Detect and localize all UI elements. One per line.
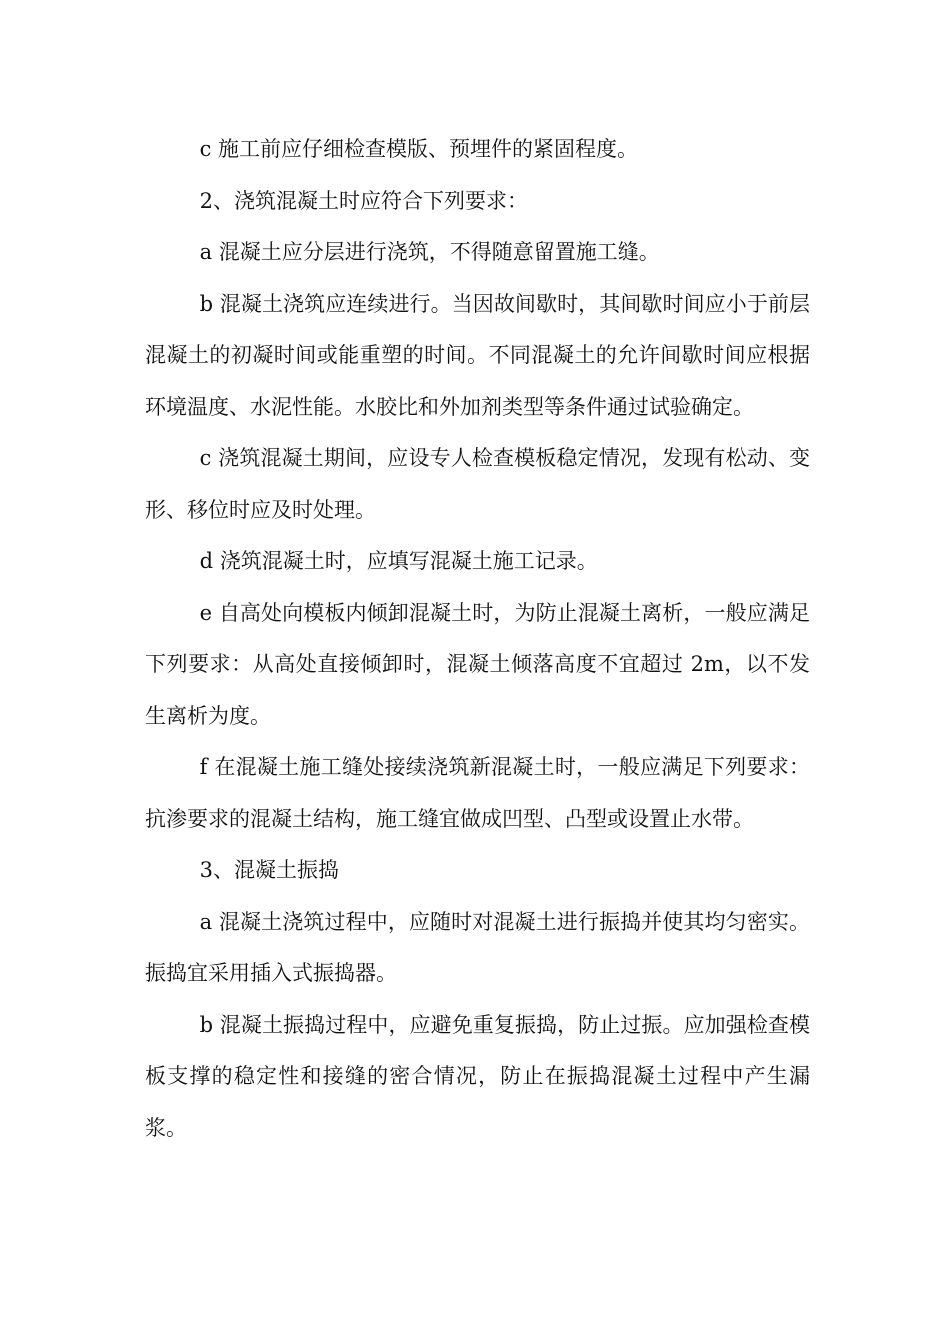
paragraph-5: c 浇筑混凝土期间，应设专人检查模板稳定情况，发现有松动、变形、移位时应及时处理。 [145,446,810,522]
paragraph-3: a 混凝土应分层进行浇筑，不得随意留置施工缝。 [199,240,660,264]
paragraph-10: a 混凝土浇筑过程中，应随时对混凝土进行振捣并使其均匀密实。振捣宜采用插入式振捣器。 [145,909,810,985]
paragraph-11: b 混凝土振捣过程中，应避免重复振捣，防止过振。应加强检查模板支撑的稳定性和接缝的密合情况，防止在振捣混凝土过程中产生漏浆。 [145,1012,810,1140]
paragraph-1: c 施工前应仔细检查模版、预埋件的紧固程度。 [199,137,639,161]
paragraph-4: b 混凝土浇筑应连续进行。当因故间歇时，其间歇时间应小于前层混凝土的初凝时间或能重塑的时间。不同混凝土的允许间歇时间应根据环境温度、水泥性能。水胶比和外加剂类型等条件通过试验确定。 [145,291,810,419]
paragraph-6: d 浇筑混凝土时，应填写混凝土施工记录。 [199,549,598,573]
document-body [145,124,810,1154]
paragraph-7: e 自高处向模板内倾卸混凝土时，为防止混凝土离析，一般应满足下列要求：从高处直接倾卸时，混凝土倾落高度不宜超过 2m，以不发生离析为度。 [145,600,810,728]
section-heading-3: 3、混凝土振捣 [199,858,339,882]
paragraph-8: f 在混凝土施工缝处接续浇筑新混凝土时，一般应满足下列要求：抗渗要求的混凝土结构，施工缝宜做成凹型、凸型或设置止水带。 [145,755,810,831]
paragraph-2: 2、浇筑混凝土时应符合下列要求： [199,188,528,213]
